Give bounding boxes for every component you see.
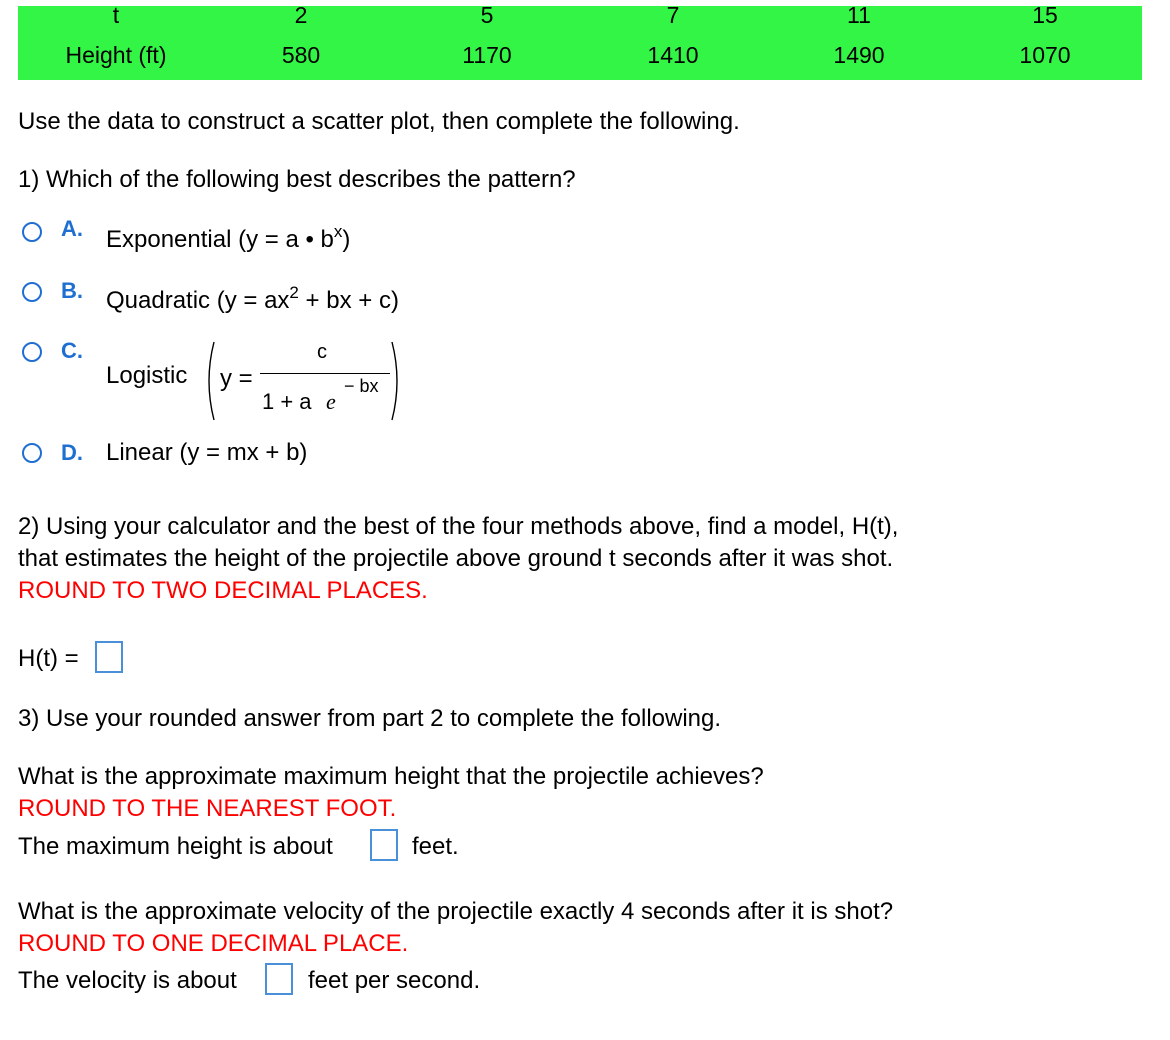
instructions: Use the data to construct a scatter plot, then complete the following. [18, 108, 740, 135]
choice-d-text[interactable]: Linear (y = mx + b) [106, 439, 308, 466]
q2-answer-label: H(t) = [18, 645, 79, 672]
q3-velocity-label: The velocity is about [18, 967, 237, 994]
table-cell-t-3: 7 [666, 2, 680, 28]
choice-b-formula-rest: + bx + c) [298, 287, 399, 314]
choice-c-formula[interactable] [106, 338, 406, 428]
table-header-height: Height (ft) [65, 42, 167, 68]
choice-a-exponent: x [333, 222, 343, 241]
choice-c-y-eq: y = [220, 365, 253, 392]
choice-a-formula-close: ) [342, 226, 351, 253]
q3-max-round-note: ROUND TO THE NEAREST FOOT. [18, 795, 397, 822]
q3-max-question: What is the approximate maximum height that the projectile achieves? [18, 763, 764, 790]
table-header-t: t [112, 2, 120, 28]
choice-d-radio[interactable] [22, 443, 42, 463]
table-cell-h-5: 1070 [1019, 42, 1071, 68]
table-cell-t-1: 2 [294, 2, 308, 28]
choice-c-fraction-bar [260, 373, 390, 374]
q2-round-note: ROUND TO TWO DECIMAL PLACES. [18, 577, 428, 604]
choice-c-e: e [326, 389, 336, 414]
q2-line1: 2) Using your calculator and the best of the four methods above, find a model, H(t), [18, 513, 899, 540]
q3-max-unit: feet. [412, 833, 459, 860]
model-answer-input[interactable] [95, 641, 123, 673]
q3-velocity-round-note: ROUND TO ONE DECIMAL PLACE. [18, 930, 409, 957]
choice-b-exponent: 2 [289, 283, 299, 302]
table-cell-h-2: 1170 [462, 42, 512, 68]
choice-c-exponent: − bx [344, 376, 379, 396]
choice-b-letter[interactable]: B. [61, 278, 83, 303]
choice-c-denominator: 1 + a [262, 389, 312, 414]
q1-prompt: 1) Which of the following best describes the pattern? [18, 166, 576, 193]
table-cell-t-5: 15 [1032, 2, 1058, 28]
choice-c-label: Logistic [106, 362, 188, 389]
q3-velocity-question: What is the approximate velocity of the projectile exactly 4 seconds after it is shot? [18, 898, 894, 925]
choice-c-right-paren [390, 340, 404, 422]
choice-b-radio[interactable] [22, 282, 42, 302]
choice-b-formula: Quadratic (y = ax [106, 287, 290, 314]
q3-velocity-unit: feet per second. [308, 967, 481, 994]
choice-a-formula: Exponential (y = a • b [106, 226, 334, 253]
choice-a-text[interactable] [106, 222, 351, 254]
choice-a-radio[interactable] [22, 222, 42, 242]
choice-c-radio[interactable] [22, 342, 42, 362]
table-cell-h-3: 1410 [647, 42, 699, 68]
choice-c-letter[interactable]: C. [61, 338, 83, 363]
q3-intro: 3) Use your rounded answer from part 2 to complete the following. [18, 705, 722, 732]
table-cell-t-4: 11 [847, 2, 871, 28]
choice-c-left-paren [202, 340, 216, 422]
table-cell-t-2: 5 [480, 2, 494, 28]
data-table [18, 2, 1142, 80]
q2-line2: that estimates the height of the projectile above ground t seconds after it was shot. [18, 545, 894, 572]
max-height-input[interactable] [370, 829, 398, 861]
q3-max-label: The maximum height is about [18, 833, 333, 860]
table-cell-h-1: 580 [281, 42, 321, 68]
choice-a-letter[interactable]: A. [61, 216, 83, 241]
choice-d-letter[interactable]: D. [61, 440, 83, 465]
table-cell-h-4: 1490 [833, 42, 885, 68]
choice-b-text[interactable] [106, 283, 399, 315]
choice-c-numerator: c [317, 341, 327, 363]
velocity-input[interactable] [265, 963, 293, 995]
